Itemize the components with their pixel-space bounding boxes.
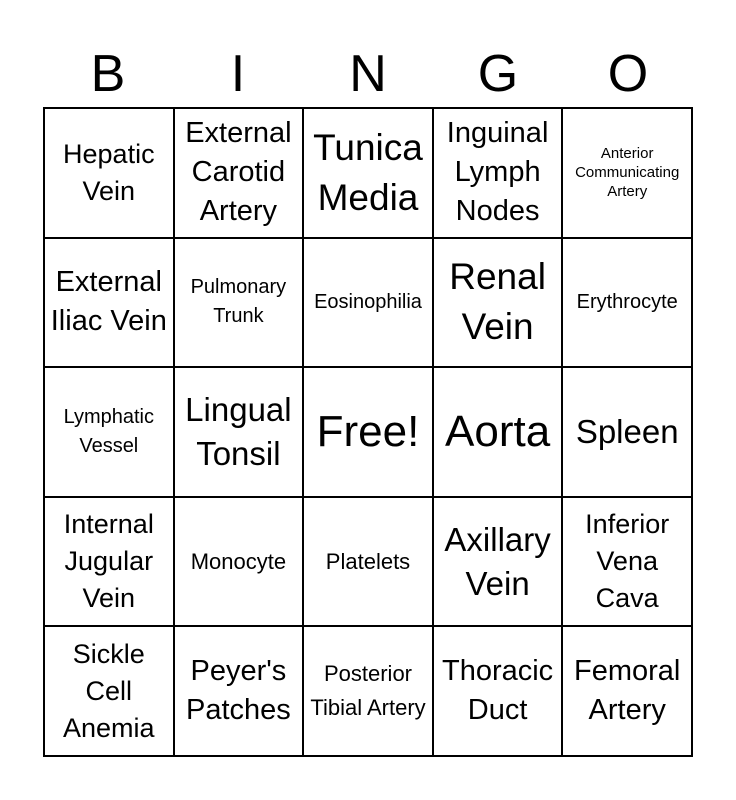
cell-label: Thoracic Duct bbox=[441, 655, 554, 727]
bingo-cell[interactable] bbox=[174, 238, 304, 368]
cell-label: Posterior Tibial Artery bbox=[310, 661, 426, 721]
bingo-cell[interactable] bbox=[303, 238, 433, 368]
bingo-cell[interactable] bbox=[562, 367, 692, 497]
cell-label: Renal Vein bbox=[449, 256, 546, 348]
bingo-cell[interactable] bbox=[433, 497, 563, 627]
cell-label: Tunica Media bbox=[313, 126, 423, 218]
cell-label: Axillary Vein bbox=[444, 520, 551, 602]
bingo-cell[interactable] bbox=[174, 108, 304, 238]
bingo-cell[interactable] bbox=[562, 108, 692, 238]
cell-label: Erythrocyte bbox=[576, 290, 678, 313]
cell-label: Spleen bbox=[575, 412, 679, 450]
cell-label: Monocyte bbox=[190, 548, 287, 574]
bingo-cell[interactable] bbox=[303, 497, 433, 627]
cell-label: Platelets bbox=[325, 548, 411, 574]
header-letter-i: I bbox=[230, 45, 246, 103]
bingo-cell[interactable] bbox=[174, 497, 304, 627]
bingo-cell[interactable] bbox=[433, 238, 563, 368]
bingo-cell[interactable] bbox=[303, 108, 433, 238]
cell-label: Aorta bbox=[445, 406, 551, 456]
cell-label: External Iliac Vein bbox=[50, 266, 167, 338]
cell-label: Inguinal Lymph Nodes bbox=[446, 117, 549, 228]
cell-label: Peyer's Patches bbox=[185, 655, 291, 727]
cell-label: Hepatic Vein bbox=[63, 138, 155, 206]
cell-label: Anterior Communicating Artery bbox=[575, 145, 680, 201]
bingo-cell-free[interactable] bbox=[303, 367, 433, 497]
header-letter-o: O bbox=[607, 45, 649, 103]
cell-label: Lingual Tonsil bbox=[185, 390, 292, 472]
bingo-cell[interactable] bbox=[44, 626, 174, 756]
bingo-header bbox=[43, 40, 693, 108]
bingo-cell[interactable] bbox=[44, 238, 174, 368]
cell-label: External Carotid Artery bbox=[185, 117, 292, 228]
header-letter-g: G bbox=[477, 45, 519, 103]
cell-label: Pulmonary Trunk bbox=[190, 276, 287, 328]
cell-label: Eosinophilia bbox=[314, 290, 422, 313]
cell-label: Inferior Vena Cava bbox=[585, 509, 670, 614]
bingo-cell[interactable] bbox=[433, 108, 563, 238]
bingo-card-grid bbox=[43, 107, 693, 757]
cell-label: Free! bbox=[316, 406, 420, 456]
cell-label: Internal Jugular Vein bbox=[63, 509, 154, 614]
bingo-cell[interactable] bbox=[303, 626, 433, 756]
bingo-cell[interactable] bbox=[44, 367, 174, 497]
cell-label: Lymphatic Vessel bbox=[63, 405, 154, 457]
bingo-cell[interactable] bbox=[562, 497, 692, 627]
header-letter-n: N bbox=[349, 45, 387, 103]
bingo-cell[interactable] bbox=[174, 626, 304, 756]
bingo-cell[interactable] bbox=[44, 497, 174, 627]
bingo-cell[interactable] bbox=[562, 238, 692, 368]
cell-label: Femoral Artery bbox=[574, 655, 681, 727]
bingo-cell[interactable] bbox=[433, 367, 563, 497]
bingo-cell[interactable] bbox=[174, 367, 304, 497]
bingo-cell[interactable] bbox=[562, 626, 692, 756]
header-letter-b: B bbox=[90, 45, 126, 103]
cell-label: Sickle Cell Anemia bbox=[63, 638, 155, 743]
bingo-cell[interactable] bbox=[433, 626, 563, 756]
bingo-cell[interactable] bbox=[44, 108, 174, 238]
